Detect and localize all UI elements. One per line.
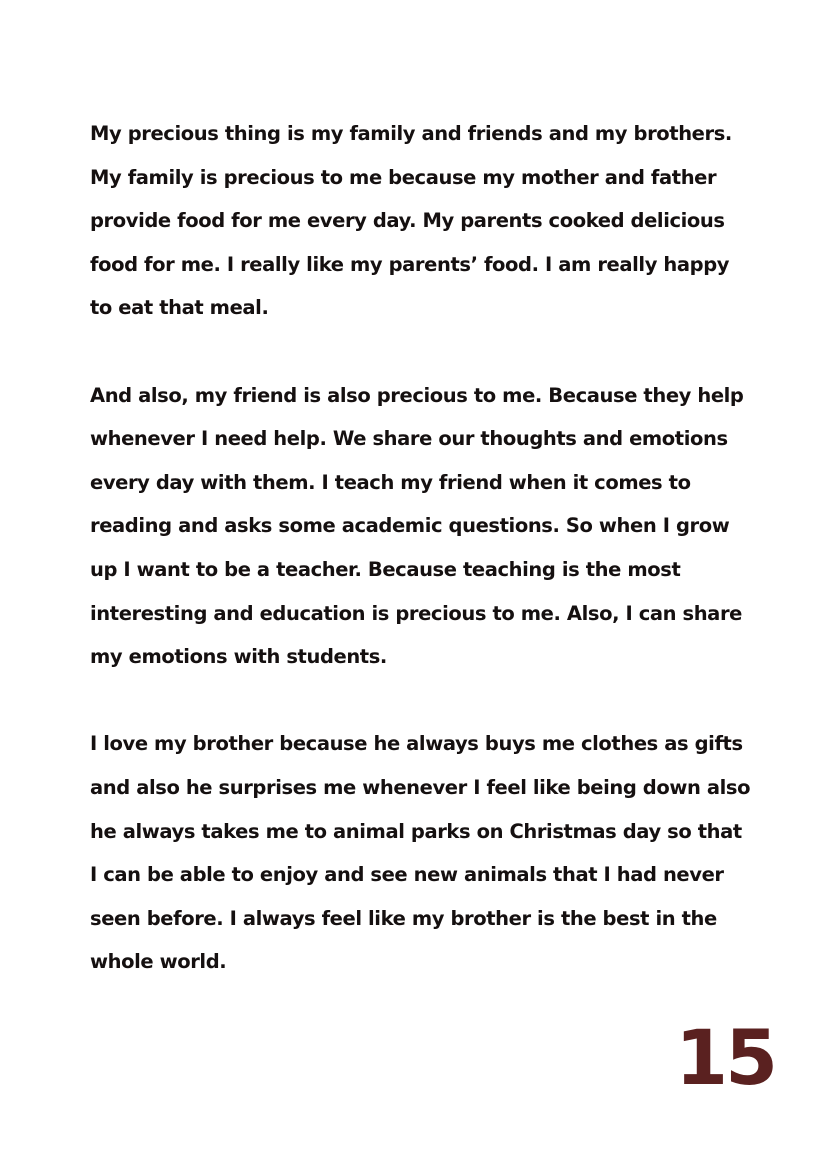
text-line: My family is precious to me because my mother and father	[90, 165, 717, 189]
text-line: he always takes me to animal parks on Christmas day so that	[90, 819, 742, 843]
text-line: up I want to be a teacher. Because teaching is the most	[90, 557, 681, 581]
text-line: seen before. I always feel like my brother is the best in the	[90, 906, 717, 930]
paragraph-friends	[90, 374, 770, 679]
paragraph-brother	[90, 722, 770, 984]
text-line: every day with them. I teach my friend when it comes to	[90, 470, 691, 494]
text-line: and also he surprises me whenever I feel like being down also	[90, 775, 751, 799]
story-text	[90, 112, 770, 984]
paragraph-family	[90, 112, 770, 330]
text-line: I can be able to enjoy and see new animals that I had never	[90, 863, 724, 887]
text-line: interesting and education is precious to me. Also, I can share	[90, 601, 742, 625]
text-line: reading and asks some academic questions. So when I grow	[90, 514, 730, 538]
text-line: And also, my friend is also precious to me. Because they help	[90, 383, 744, 407]
text-line: food for me. I really like my parents’ food. I am really happy	[90, 252, 730, 276]
page-number: 15	[675, 1013, 775, 1102]
text-line: to eat that meal.	[90, 296, 269, 320]
text-line: whenever I need help. We share our thoughts and emotions	[90, 427, 728, 451]
text-line: whole world.	[90, 950, 227, 974]
paragraph-spacer	[90, 330, 770, 374]
text-line: My precious thing is my family and friends and my brothers.	[90, 122, 732, 145]
text-line: provide food for me every day. My parents cooked delicious	[90, 209, 725, 233]
text-line: my emotions with students.	[90, 645, 387, 669]
text-line: I love my brother because he always buys me clothes as gifts	[90, 732, 743, 756]
paragraph-spacer	[90, 679, 770, 723]
